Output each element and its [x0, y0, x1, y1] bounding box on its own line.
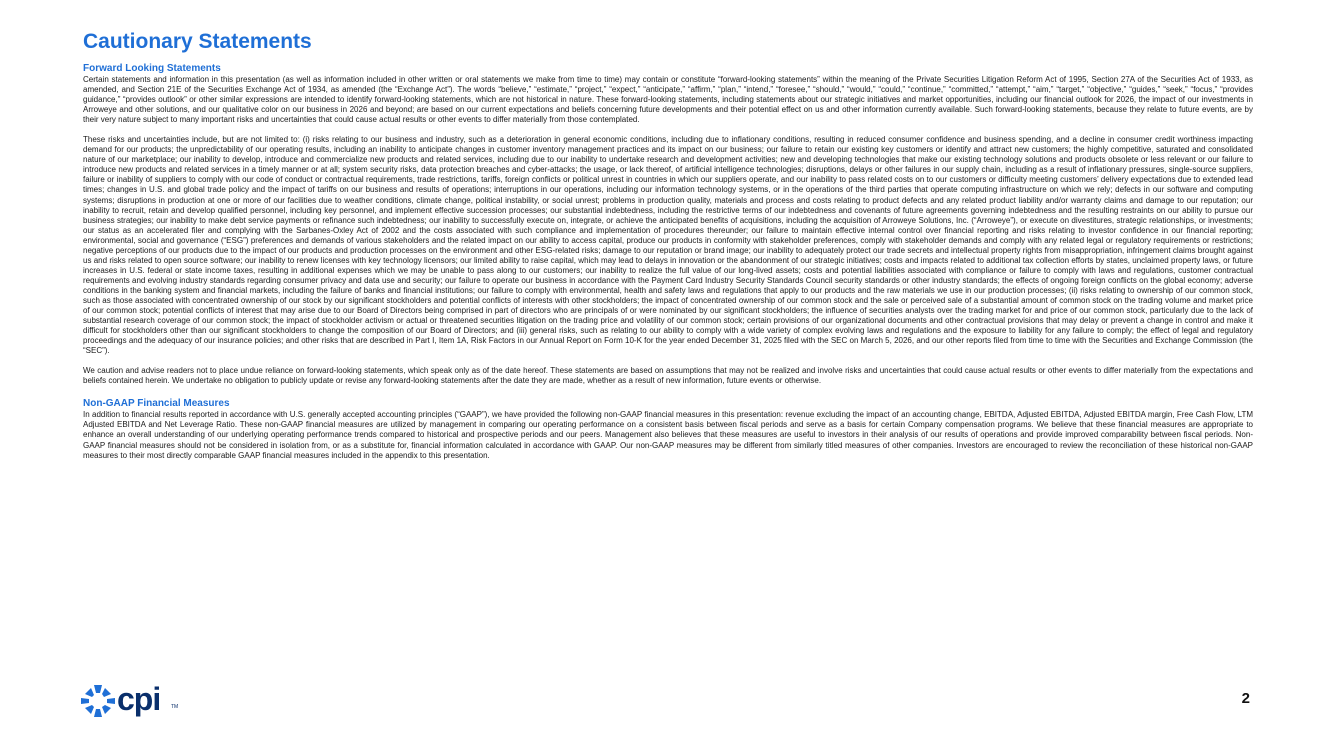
- page-title: Cautionary Statements: [83, 30, 312, 53]
- cpi-logo-text: cpi: [117, 681, 161, 717]
- cpi-logo: [81, 683, 191, 719]
- forward-looking-paragraph-1: Certain statements and information in this presentation (as well as information included in other written or oral statements we make from time to time) may contain or constitute “forward-looking statements” within the meaning of the Private Securities Litigation Reform Act of 1995, Section 27A of the Securities Act of 1933, as amended, and Section 21E of the Securities Exchange Act of 1934, as amended (the “Exchange Act”). The words “believe,” “estimate,” “project,” “expect,” “anticipate,” “affirm,” “plan,” “intend,” “foresee,” “should,” “would,” “could,” “continue,” “committed,” “attempt,” “aim,” “target,” “objective,” “guides,” “seek,” “focus,” “provides guidance,” “provides outlook” or other similar expressions are intended to identify forward-looking statements, which are not historical in nature. These forward-looking statements, including statements about our strategic initiatives and market opportunities, including our financial outlook for 2026, the impact of our investments in Arroweye and other solutions, and our qualitative color on our business in 2026 and beyond; are based on our current expectations and beliefs concerning future developments and their potential effect on us and other information currently available. Such forward-looking statements, because they relate to future events, are by their very nature subject to many important risks and uncertainties that could cause actual results or other events to differ materially from those contemplated.: [83, 75, 1253, 125]
- content: [83, 63, 1253, 461]
- page-number: 2: [1241, 690, 1250, 707]
- risks-paragraph: These risks and uncertainties include, but are not limited to: (i) risks relating to our business and industry, such as a deterioration in general economic conditions, including due to inflationary conditions, resulting in reduced consumer confidence and business spending, and a decline in consumer credit worthiness impacting demand for our products; the unpredictability of our operating results, including an inability to anticipate changes in customer inventory management practices and its impact on our business; our failure to retain our existing key customers or identify and attract new customers; the highly competitive, saturated and consolidated nature of our marketplace; our inability to develop, introduce and commercialize new products and related services, including due to our inability to undertake research and development activities; new and developing technologies that make our existing technology solutions and products obsolete or less relevant or our failure to introduce new products and related services in a timely manner or at all; system security risks, data protection breaches and cyber-attacks; the usage, or lack thereof, of artificial intelligence technologies; disruptions, delays or other failures in our supply chain, including as a result of inflationary pressures, single-source suppliers, failure or inability of suppliers to comply with our code of conduct or contractual requirements, trade restrictions, tariffs, foreign conflicts or political unrest in countries in which our suppliers operate, and our inability to pass related costs on to our customers or difficulty meeting customers’ delivery expectations due to extended lead times; changes in U.S. and global trade policy and the impact of tariffs on our business and results of operations; interruptions in our operations, including our information technology systems, or in the operations of the third parties that operate computing infrastructure on which we rely; defects in our software and computing systems; disruptions in production at one or more of our facilities due to weather conditions, climate change, political instability, or social unrest; problems in production quality, materials and process and costs relating to product defects and any related product liability and/or warranty claims and damage to our reputation; our inability to recruit, retain and develop qualified personnel, including key personnel, and implement effective succession processes; our substantial indebtedness, including the restrictive terms of our indebtedness and covenants of future agreements governing indebtedness and the resulting restraints on our ability to pursue our business strategies; our inability to make debt service payments or refinance such indebtedness; our inability to successfully execute on, integrate, or achieve the anticipated benefits of acquisitions, including the acquisition of Arroweye Solutions, Inc. (“Arroweye”), or execute on divestitures, strategic relationships, or investments; our status as an accelerated filer and complying with the Sarbanes-Oxley Act of 2002 and the costs associated with such compliance and implementation of procedures thereunder; our failure to maintain effective internal control over financial reporting and risks relating to investor confidence in our financial reporting; environmental, social and governance (“ESG”) preferences and demands of various stakeholders and the related impact on our ability to access capital, produce our products in conformity with stakeholder preferences, comply with stakeholder demands and comply with any related legal or regulatory requirements or restrictions; negative perceptions of our products due to the impact of our products and production processes on the environment and other ESG-related risks; damage to our reputation or brand image; our inability to adequately protect our trade secrets and intellectual property rights from misappropriation, infringement claims brought against us and risks related to open source software; our inability to renew licenses with key technology licensors; our limited ability to raise capital, which may lead to delays in innovation or the abandonment of our strategic initiatives; costs and impacts related to additional tax collection efforts by states, unclaimed property laws, or future increases in U.S. federal or state income taxes, resulting in additional expenses which we may be unable to pass along to our customers; our inability to realize the full value of our long-lived assets; costs and potential liabilities associated with compliance or failure to comply with laws and regulations, customer contractual requirements and evolving industry standards regarding consumer privacy and data use and security; our failure to operate our business in accordance with the Payment Card Industry Security Standards Council security standards or other industry standards; the effects of ongoing foreign conflicts on the global economy; adverse conditions in the banking system and financial markets, including the failure of banks and financial institutions; our failure to comply with environmental, health and safety laws and regulations that apply to our products and the raw materials we use in our production processes; (ii) risks relating to ownership of our common stock, such as those associated with concentrated ownership of our stock by our significant stockholders and potential conflicts of interests with other stockholders; the impact of concentrated ownership of our common stock and the sale or perceived sale of a substantial amount of common stock on the trading volume and market price of our common stock; potential conflicts of interest that may arise due to our Board of Directors being comprised in part of directors who are principals of or were nominated by our significant stockholders; the influence of securities analysts over the trading market for and price of our common stock, particularly due to the lack of substantial research coverage of our common stock; the impact of stockholder activism or actual or threatened securities litigation on the trading price and volatility of our common stock; certain provisions of our organizational documents and other contractual provisions that may delay or prevent a change in control and make it difficult for stockholders other than our significant stockholders to change the composition of our Board of Directors; and (iii) general risks, such as relating to our ability to comply with a wide variety of complex evolving laws and regulations and the exposure to liability for any failure to comply; the effect of legal and regulatory proceedings and the adequacy of our insurance policies; and other risks that are described in Part I, Item 1A, Risk Factors in our Annual Report on Form 10-K for the year ended December 31, 2025 filed with the SEC on March 5, 2026, and our other reports filed from time to time with the Securities and Exchange Commission (the “SEC”).: [83, 135, 1253, 356]
- cpi-logo-mark-icon: [81, 685, 115, 717]
- non-gaap-paragraph: In addition to financial results reported in accordance with U.S. generally accepted accounting principles (“GAAP”), we have provided the following non-GAAP financial measures in this presentation: revenue excluding the impact of an accounting change, EBITDA, Adjusted EBITDA, Adjusted EBITDA margin, Free Cash Flow, LTM Adjusted EBITDA and Net Leverage Ratio. These non-GAAP financial measures are utilized by management in comparing our operating performance on a consistent basis between fiscal periods and serve as a basis for certain Company compensation programs. We believe that these financial measures are appropriate to enhance an overall understanding of our underlying operating performance trends compared to historical and prospective periods and our peers. Management also believes that these measures are useful to investors in their analysis of our results of operations and provide improved comparability between fiscal periods. Non-GAAP financial measures should not be considered in isolation from, or as a substitute for, financial information calculated in accordance with GAAP. Our non-GAAP measures may be different from similarly titled measures of other companies. Investors are encouraged to review the reconciliation of these historical non-GAAP measures to their most directly comparable GAAP financial measures included in the appendix to this presentation.: [83, 410, 1253, 460]
- non-gaap-heading: Non-GAAP Financial Measures: [83, 398, 230, 410]
- caution-paragraph: We caution and advise readers not to place undue reliance on forward-looking statements, which speak only as of the date hereof. These statements are based on assumptions that may not be realized and involve risks and uncertainties that could cause actual results or other events to differ materially from the expectations and beliefs contained herein. We undertake no obligation to publicly update or revise any forward-looking statements after the date they are made, whether as a result of new information, future events or otherwise.: [83, 366, 1253, 386]
- cpi-logo-trademark: TM: [171, 704, 179, 710]
- forward-looking-heading: Forward Looking Statements: [83, 63, 221, 74]
